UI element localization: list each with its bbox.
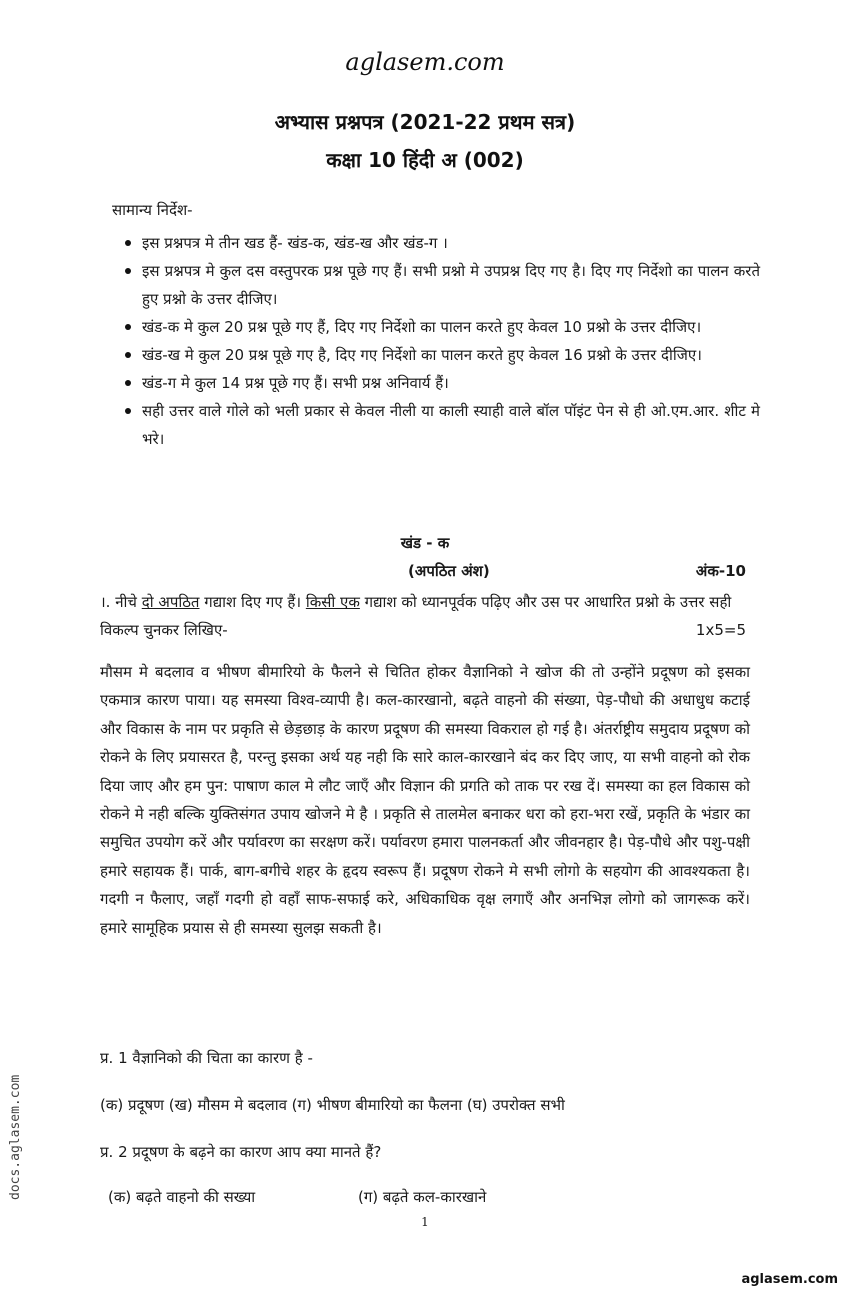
paper-title: अभ्यास प्रश्नपत्र (2021-22 प्रथम सत्र) bbox=[274, 110, 576, 134]
instruction-item: इस प्रश्नपत्र मे कुल दस वस्तुपरक प्रश्न पूछे गए हैं। सभी प्रश्नो मे उपप्रश्न दिए गए है। दिए गए निर्देशो का पालन करते हुए प्रश्नो के उत्तर दीजिए। bbox=[120, 257, 760, 313]
instruction-item: खंड-ग मे कुल 14 प्रश्न पूछे गए हैं। सभी प्रश्न अनिवार्य हैं। bbox=[120, 369, 760, 397]
question-1-options: (क) प्रदूषण (ख) मौसम मे बदलाव (ग) भीषण बीमारियो का फैलना (घ) उपरोक्त सभी bbox=[100, 1096, 565, 1114]
footer-brand: aglasem.com bbox=[741, 1272, 838, 1287]
instruction-item: सही उत्तर वाले गोले को भली प्रकार से केवल नीली या काली स्याही वाले बॉल पॉइंट पेन से ही ओ.एम.आर. शीट मे भरे। bbox=[120, 397, 760, 453]
class-subject-title: कक्षा 10 हिंदी अ (002) bbox=[326, 148, 524, 172]
question-intro-prefix: ।. नीचे bbox=[100, 593, 142, 611]
instruction-item: खंड-ख मे कुल 20 प्रश्न पूछे गए है, दिए गए निर्देशो का पालन करते हुए केवल 16 प्रश्नो के उत्तर दीजिए। bbox=[120, 341, 760, 369]
question-intro-mid: गद्याश दिए गए हैं। bbox=[199, 593, 306, 611]
question-1: प्र. 1 वैज्ञानिको की चिता का कारण है - bbox=[100, 1049, 313, 1067]
question-intro-underline-1: दो अपठित bbox=[141, 593, 200, 611]
instructions-list bbox=[120, 229, 760, 453]
question-intro-underline-2: किसी एक bbox=[305, 593, 360, 611]
site-header: aglasem.com bbox=[345, 48, 505, 76]
instruction-item: इस प्रश्नपत्र मे तीन खड हैं- खंड-क, खंड-ख और खंड-ग । bbox=[120, 229, 760, 257]
question-marks: 1x5=5 bbox=[695, 621, 746, 639]
section-subheading: (अपठित अंश) bbox=[408, 562, 490, 580]
question-intro bbox=[100, 588, 746, 644]
instructions-heading: सामान्य निर्देश- bbox=[112, 201, 193, 219]
question-2: प्र. 2 प्रदूषण के बढ़ने का कारण आप क्या मानते हैं? bbox=[100, 1143, 382, 1161]
section-marks: अंक-10 bbox=[695, 562, 746, 580]
section-heading: खंड - क bbox=[400, 534, 450, 552]
page-number: 1 bbox=[421, 1215, 429, 1229]
question-2-option-a: (क) बढ़ते वाहनो की सख्या bbox=[108, 1188, 256, 1206]
side-watermark: docs.aglasem.com bbox=[8, 1074, 23, 1200]
question-intro-rest: गद्याश को ध्यानपूर्वक पढ़िए और उस पर आधारित प्रश्नो के उत्तर सही विकल्प चुनकर लिखिए- bbox=[100, 593, 732, 639]
question-2-option-c: (ग) बढ़ते कल-कारखाने bbox=[358, 1188, 487, 1206]
instruction-item: खंड-क मे कुल 20 प्रश्न पूछे गए हैं, दिए गए निर्देशो का पालन करते हुए केवल 10 प्रश्नो के उत्तर दीजिए। bbox=[120, 313, 760, 341]
passage-text: मौसम मे बदलाव व भीषण बीमारियो के फैलने से चितित होकर वैज्ञानिको ने खोज की तो उन्होंने प्रदूषण को इसका एकमात्र कारण पाया। यह समस्या विश्व-व्यापी है। कल-कारखानो, बढ़ते वाहनो की संख्या, पेड़-पौधो की अधाधुध कटाई और विकास के नाम पर प्रकृति से छेड़छाड़ के कारण प्रदूषण की समस्या विकराल हो गई है। अंतर्राष्ट्रीय समुदाय प्रदूषण को रोकने के लिए प्रयासरत है, परन्तु इसका अर्थ यह नही कि सारे काल-कारखाने बंद कर दिए जाए, या सभी वाहनो को रोक दिया जाए और हम पुन: पाषाण काल मे लौट जाएँ और विज्ञान की प्रगति को ताक पर रख दें। समस्या का हल विकास को रोकने मे नही बल्कि युक्तिसंगत उपाय खोजने मे है । प्रकृति से तालमेल बनाकर धरा को हरा-भरा रखें, प्रकृति के भंडार का समुचित उपयोग करें और पर्यावरण का सरक्षण करें। पर्यावरण हमारा पालनकर्ता और जीवनहार है। पेड़-पौधे और पशु-पक्षी हमारे सहायक हैं। पार्क, बाग-बगीचे शहर के हृदय स्वरूप हैं। प्रदूषण रोकने मे सभी लोगो के सहयोग की आवश्यकता है। गदगी न फैलाए, जहाँ गदगी हो वहाँ साफ-सफाई करे, अधिकाधिक वृक्ष लगाएँ और अनभिज्ञ लोगो को जागरूक करें। हमारे सामूहिक प्रयास से ही समस्या सुलझ सकती है। bbox=[100, 663, 750, 937]
